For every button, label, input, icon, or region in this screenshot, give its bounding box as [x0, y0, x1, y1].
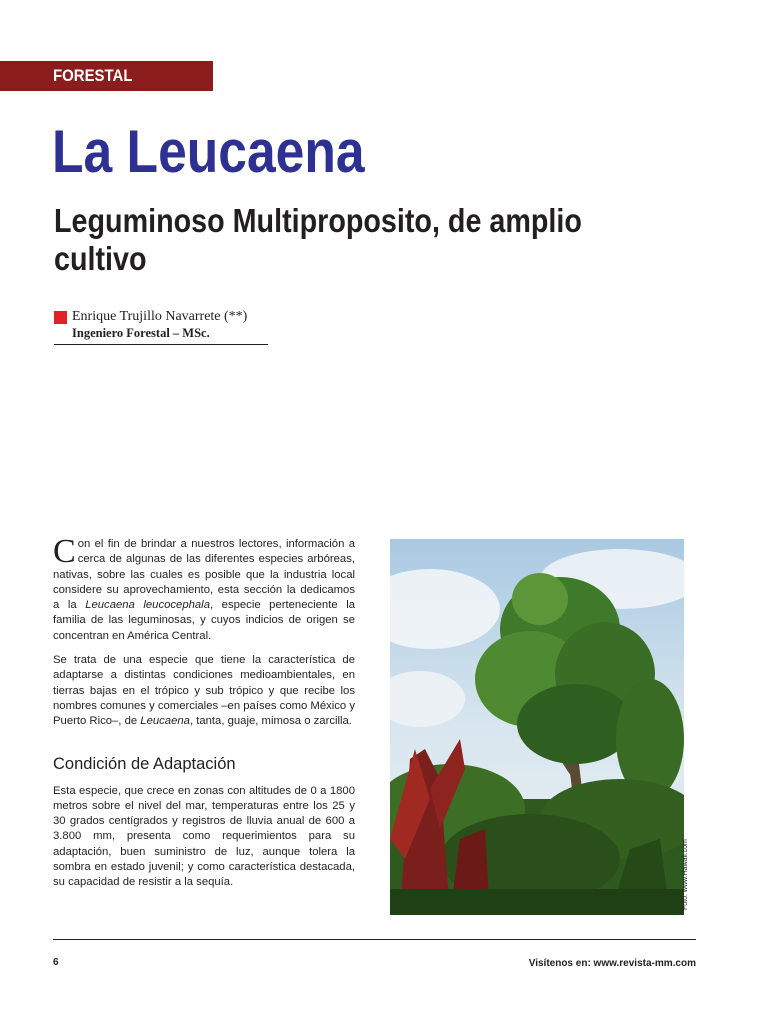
paragraph-intro-text-a: on el fin de brindar a nuestros lectores, información a cerca de algunas de las diferentes especies arbóreas, nativas, sobre las cuales es posible que la industria local considere su aprovechamiento, esta sección la dedicamos a la [53, 538, 355, 612]
drop-cap: C [53, 533, 76, 570]
paragraph-intro [53, 533, 355, 644]
paragraph-adaptation: Esta especie, que crece en zonas con altitudes de 0 a 1800 metros sobre el nivel del mar, temperaturas entre los 25 y 30 grados centígrados y registros de lluvia anual de 600 a 3.800 mm, presenta como requerimientos para su adaptación, buen suministro de luz, aunque tolera la sombra en estado juvenil; y como característica destacada, su capacidad de resistir a la sequía. [53, 784, 355, 889]
species-name: Leucaena leucocephala [85, 599, 210, 612]
author-marker-icon [54, 311, 67, 324]
paragraph-intro-text-b: , especie perteneciente la familia de las leguminosas, y cuyos indicios de origen se concentran en América Central. [53, 599, 355, 642]
paragraph-description [53, 653, 355, 729]
article-body [53, 533, 356, 900]
author-name: Enrique Trujillo Navarrete (**) [72, 309, 248, 324]
leucaena-tree-photo [390, 539, 684, 915]
paragraph-description-text-b: , tanta, guaje, mimosa o zarcilla. [189, 715, 352, 728]
page-number: 6 [53, 957, 59, 968]
footer-website: Visítenos en: www.revista-mm.com [528, 958, 696, 969]
section-heading: Condición de Adaptación [53, 754, 236, 773]
paragraph-description-text-a: Se trata de una especie que tiene la característica de adaptarse a distintas condiciones medioambientales, en tierras bajas en el trópico y sub trópico y que recibe los nombres comunes y comerciales –en países como México y Puerto Rico–, de [53, 654, 356, 728]
section-label: FORESTAL [53, 66, 133, 85]
photo-credit: Foto: www.Hawaii.com [682, 839, 689, 910]
footer-divider [53, 939, 696, 940]
author-block [54, 309, 268, 345]
article-title: La Leucaena [52, 118, 365, 185]
section-band [0, 61, 213, 91]
genus-name: Leucaena [140, 715, 190, 728]
author-role: Ingeniero Forestal – MSc. [72, 326, 210, 340]
article-subtitle: Leguminoso Multiproposito, de amplio cultivo [54, 202, 582, 277]
